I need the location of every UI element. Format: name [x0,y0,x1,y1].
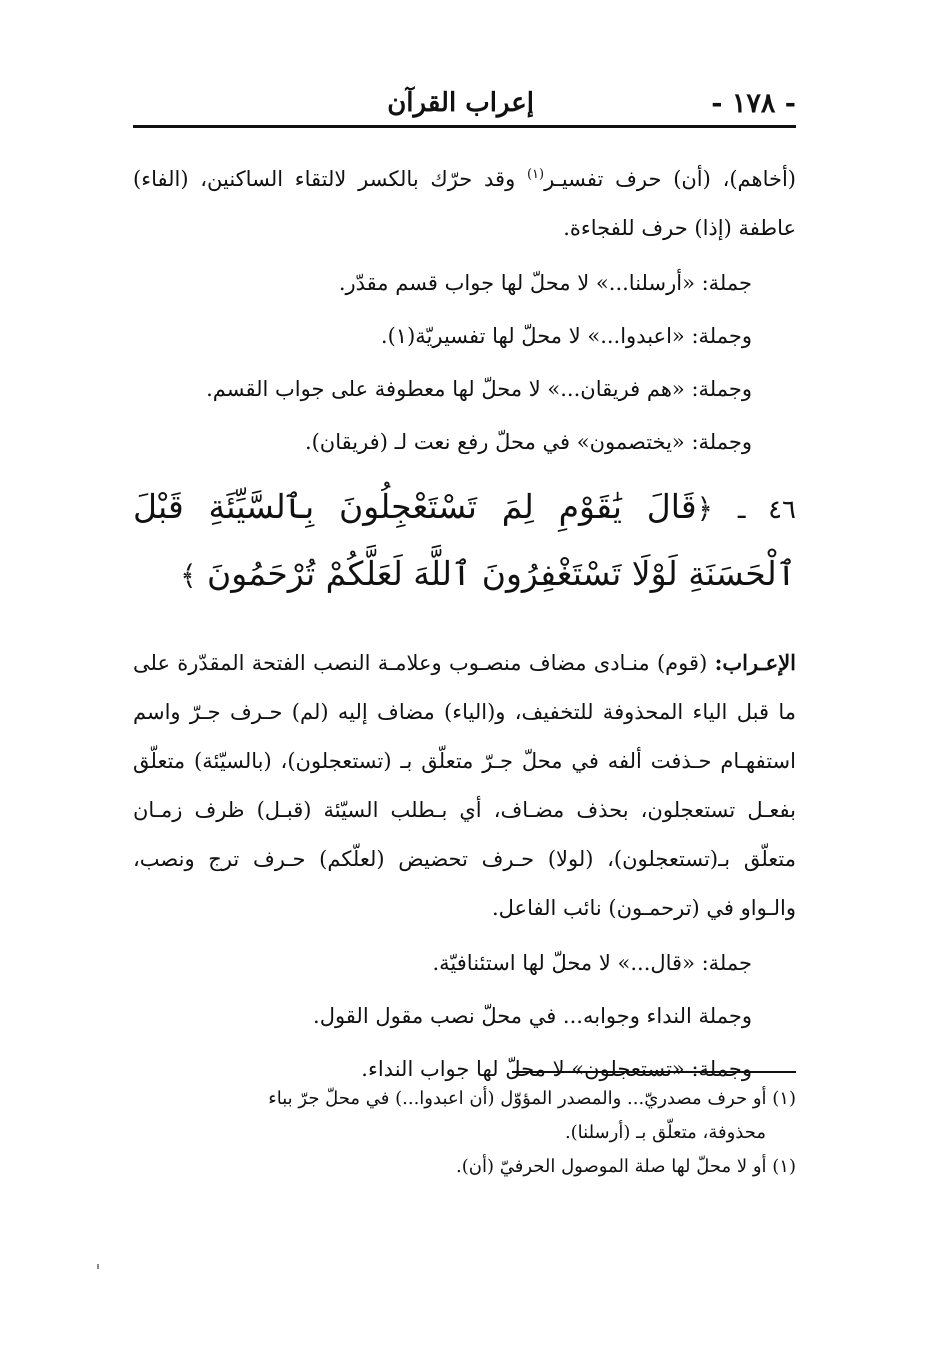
sentence-item: جملة: «قال...» لا محلّ لها استئنافيّة. [432,951,752,975]
irab-text: (قوم) منـادى مضاف منصـوب وعلامـة النصب الفتحة المقدّرة على ما قبل الياء المحذوفة للتخفيف، و(الياء) مضاف إليه (لم) حـرف جـرّ واسم استفهـام حـذفت ألفه في محلّ جـرّ متعلّق بـ (تستعجلون)، (بالسيّئة) متعلّق بفعـل تستعجلون، بحذف مضـاف، أي بـطلب السيّئة (قبـل) ظرف زمـان متعلّق بـ(تستعجلون)، (لولا) حـرف تحضيض (لعلّكم) حـرف ترج ونصب، والـواو في (ترحمـون) نائب الفاعل. [133,651,796,920]
irab-paragraph [133,638,796,933]
footnotes [133,1082,796,1184]
footnote-rule [512,1071,796,1073]
verse-number: ٤٦ ـ [737,495,796,525]
irab-heading: الإعـراب: [714,650,796,675]
quran-verse [133,475,796,608]
footnote-item: (١) أو حرف مصدريّ... والمصدر المؤوّل (أن اعبدوا...) في محلّ جرّ بباء [268,1088,796,1109]
sentence-item: وجملة: «اعبدوا...» لا محلّ لها تفسيريّة(١). [380,324,752,348]
intro-text-start: (أخاهم)، (أن) حرف تفسيـر [544,167,796,191]
intro-text-end: وقد حرّك بالكسر لالتقاء الساكنين، (الفاء) عاطفة (إذا) حرف للفجاءة. [133,167,796,240]
main-text [133,150,796,1096]
verse-close-bracket: ﴾ [180,559,197,592]
sentence-item: جملة: «أرسلنا...» لا محلّ لها جواب قسم مقدّر. [338,271,752,295]
header-rule [133,125,796,128]
sentence-item: وجملة النداء وجوابه... في محلّ نصب مقول القول. [313,1004,752,1028]
scan-speck [97,1264,99,1269]
page-header [133,84,796,124]
page-number: - ١٧٨ - [711,88,796,119]
sentence-item: وجملة: «هم فريقان...» لا محلّ لها معطوفة على جواب القسم. [206,377,752,401]
sentence-item: وجملة: «يختصمون» في محلّ رفع نعت لـ (فريقان). [304,430,752,454]
verse-open-bracket: ﴿ [696,492,714,525]
verse-text: قَالَ يَٰقَوْمِ لِمَ تَسْتَعْجِلُونَ بِٱلسَّيِّئَةِ قَبْلَ ٱلْحَسَنَةِ لَوْلَا تَسْتَغْفِرُونَ ٱللَّهَ لَعَلَّكُمْ تُرْحَمُونَ [133,487,796,593]
footnote-continuation: محذوفة، متعلّق بـ (أرسلنا). [564,1122,766,1143]
footnote-mark: (١) [526,167,545,182]
intro-paragraph [133,150,796,253]
footnote-item: (١) أو لا محلّ لها صلة الموصول الحرفيّ (أن). [456,1156,796,1177]
running-title: إعراب القرآن [387,88,534,118]
sentence-item: وجملة: «تستعجلون» لا محلّ لها جواب النداء. [361,1057,752,1081]
